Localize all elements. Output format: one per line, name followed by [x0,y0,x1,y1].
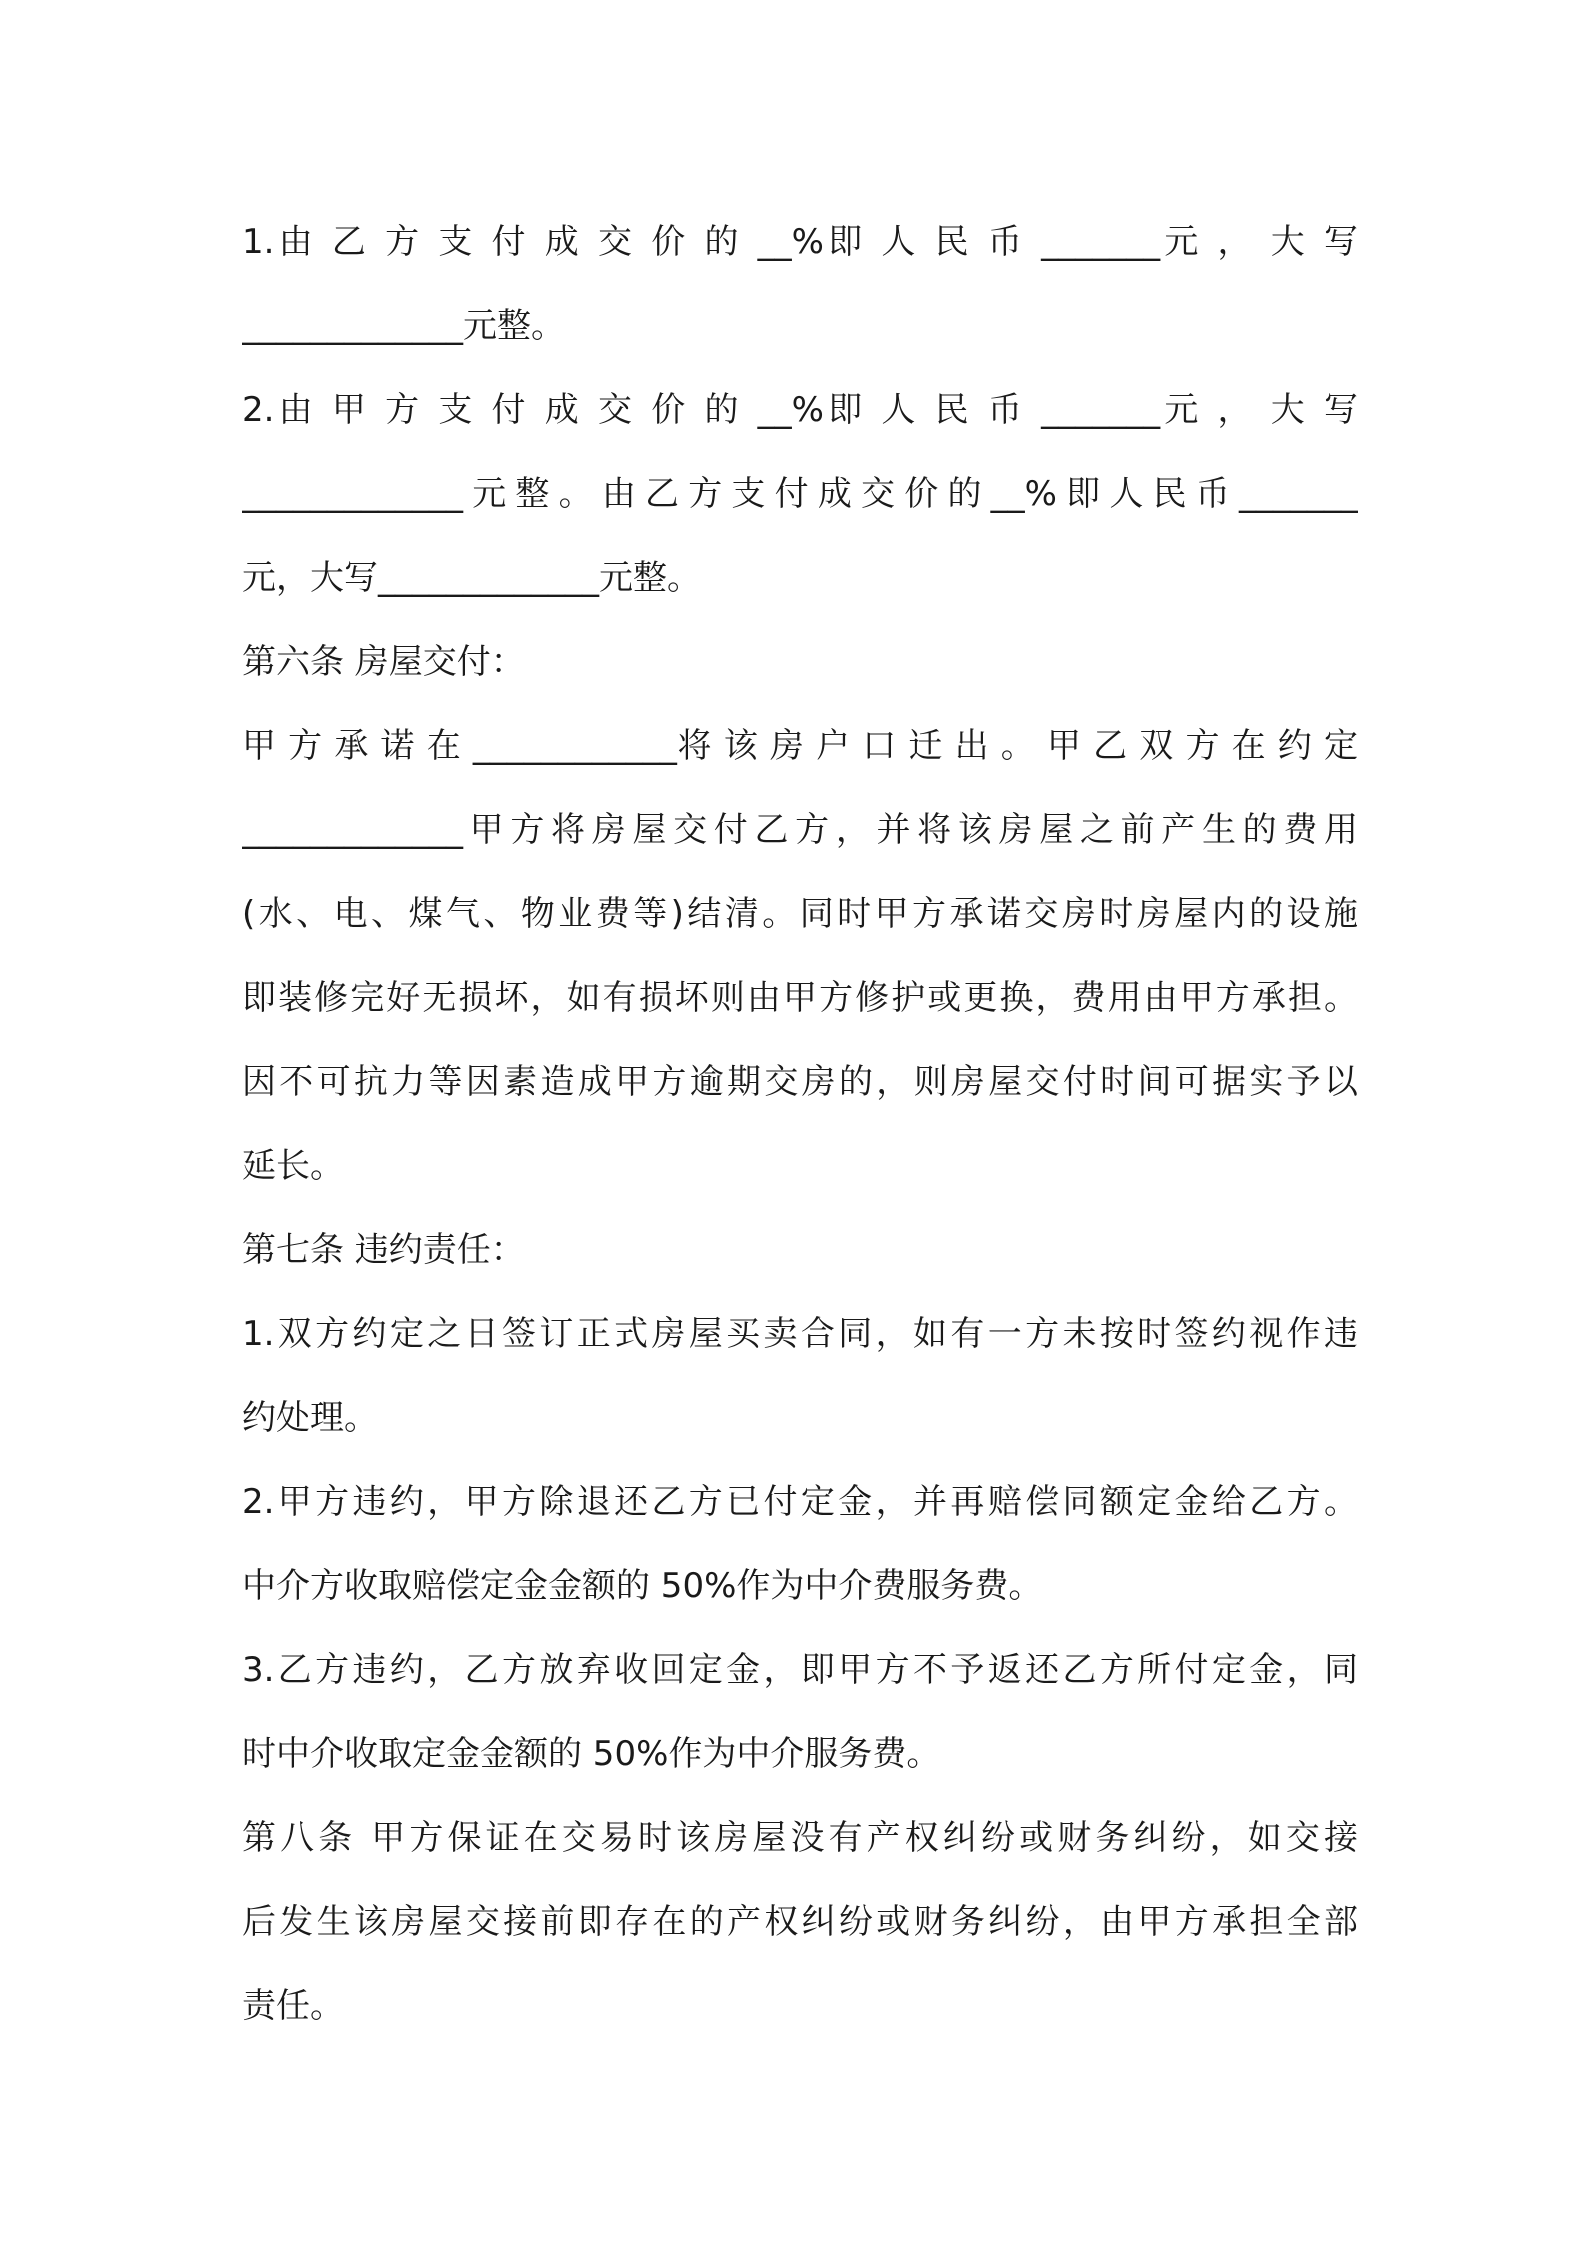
article-6-line-2: _____________甲方将房屋交付乙方，并将该房屋之前产生的费用 [242,810,1358,850]
clause-5-item-2-line-1: 2.由 甲 方 支 付 成 交 价 的 __%即 人 民 币 _______元 ， 大 写 [242,390,1358,430]
article-7-item-1-line-2: 约处理。 [242,1398,378,1438]
article-8-line-1: 第八条 甲方保证在交易时该房屋没有产权纠纷或财务纠纷，如交接 [242,1818,1358,1858]
article-7-item-2-line-2: 中介方收取赔偿定金金额的 50%作为中介费服务费。 [242,1566,1043,1606]
article-7-item-2-line-1: 2.甲方违约，甲方除退还乙方已付定金，并再赔偿同额定金给乙方。 [242,1482,1358,1522]
article-6-line-6: 延长。 [242,1146,344,1186]
clause-5-item-1-line-2: _____________元整。 [242,306,565,346]
article-7-item-3-line-2: 时中介收取定金金额的 50%作为中介服务费。 [242,1734,941,1774]
article-8-line-3: 责任。 [242,1986,344,2026]
article-6-line-3: (水、电、煤气、物业费等)结清。同时甲方承诺交房时房屋内的设施 [242,894,1358,934]
article-6-line-5: 因不可抗力等因素造成甲方逾期交房的，则房屋交付时间可据实予以 [242,1062,1358,1102]
article-6-heading: 第六条 房屋交付： [242,642,525,682]
article-7-heading: 第七条 违约责任： [242,1230,525,1270]
contract-page [242,200,1358,2048]
article-8-line-2: 后发生该房屋交接前即存在的产权纠纷或财务纠纷，由甲方承担全部 [242,1902,1358,1942]
clause-5-item-2-line-2: _____________元整。由乙方支付成交价的__%即人民币_______ [242,474,1358,514]
article-6-line-1: 甲 方 承 诺 在 ____________将 该 房 户 口 迁 出 。 甲 乙 双 方 在 约 定 [242,726,1358,766]
article-7-item-1-line-1: 1.双方约定之日签订正式房屋买卖合同，如有一方未按时签约视作违 [242,1314,1358,1354]
clause-5-item-1-line-1: 1.由 乙 方 支 付 成 交 价 的 __%即 人 民 币 _______元 ， 大 写 [242,222,1358,262]
article-7-item-3-line-1: 3.乙方违约，乙方放弃收回定金，即甲方不予返还乙方所付定金，同 [242,1650,1358,1690]
clause-5-item-2-line-3: 元，大写_____________元整。 [242,558,701,598]
article-6-line-4: 即装修完好无损坏，如有损坏则由甲方修护或更换，费用由甲方承担。 [242,978,1358,1018]
